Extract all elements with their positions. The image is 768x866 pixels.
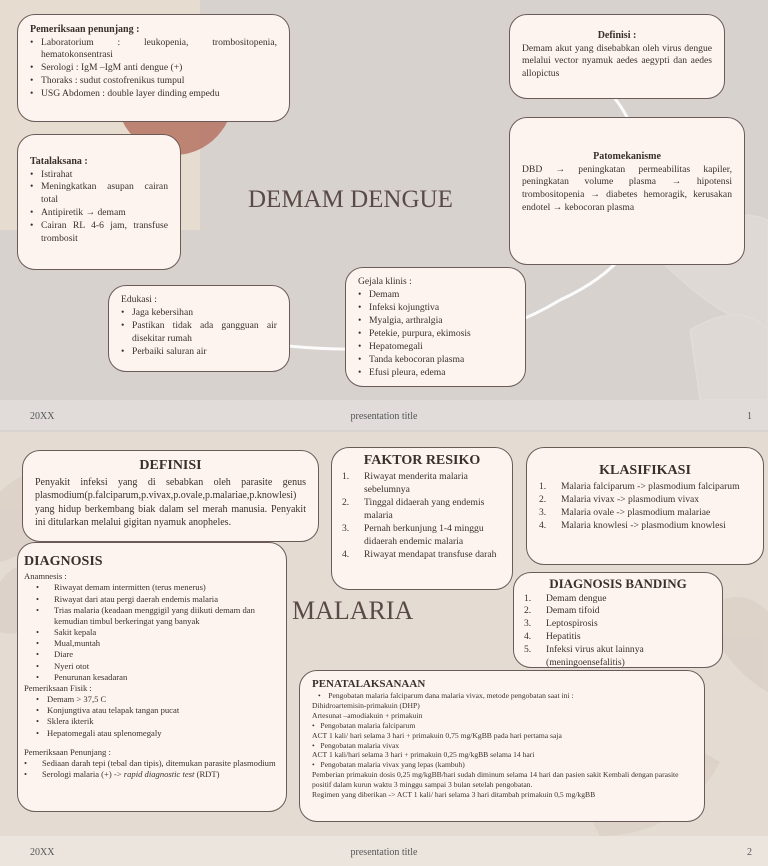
list-item: • Meningkatkan asupan cairan total: [30, 181, 168, 207]
list-item: 1. Riwayat menderita malaria sebelumnya: [342, 470, 468, 495]
list-item: • Jaga kebersihan: [121, 307, 277, 320]
list-item: • Hepatomegali atau splenomegaly: [36, 728, 278, 739]
tatalaksana-card: [17, 134, 181, 270]
slide-footer: [0, 836, 768, 866]
list-item: • Demam: [358, 289, 513, 302]
list-item: • USG Abdomen : double layer dinding empedu: [30, 88, 277, 101]
klasifikasi-list: [539, 481, 751, 533]
footer-year: 20XX: [30, 847, 55, 858]
list-item: • Mual,muntah: [36, 638, 278, 649]
list-item: • Hepatomegali: [358, 341, 513, 354]
list-item: • Sediaan darah tepi (tebal dan tipis), ditemukan parasite plasmodium: [24, 758, 278, 769]
tatalaksana-list: [30, 169, 168, 247]
list-item: 3. Pernah berkunjung 1-4 minggu didaerah endemic malaria: [342, 522, 484, 547]
penatalaksanaan-heading: PENATALAKSANAAN: [312, 678, 426, 690]
penatalaksanaan-line: • Pengobatan malaria falciparum dana malaria vivax, metode pengobatan saat ini :: [318, 691, 574, 701]
edukasi-card: [108, 285, 290, 372]
list-item: • Sakit kepala: [36, 627, 278, 638]
pemeriksaan-fisik-label: Pemeriksaan Fisik :: [24, 682, 92, 693]
definisi-text: Demam akut yang disebabkan oleh virus dengue melalui vector nyamuk aedes aegypti dan aedes allopictus: [522, 42, 712, 80]
diagnosis-heading: DIAGNOSIS: [24, 554, 103, 569]
edukasi-heading: Edukasi :: [121, 294, 157, 305]
list-item: 4. Hepatitis: [524, 631, 581, 643]
list-item: • Riwayat dari atau pergi daerah endemis malaria: [36, 594, 278, 605]
gejala-klinis-card: [345, 267, 526, 387]
list-item: • Istirahat: [30, 169, 168, 182]
definisi-heading: DEFINISI: [139, 458, 202, 473]
anamnesis-label: Anamnesis :: [24, 571, 67, 582]
slide-title: MALARIA: [292, 596, 414, 625]
penatalaksanaan-line: Artesunat –amodiakuin + primakuin: [312, 711, 423, 721]
list-item: 2. Malaria vivax -> plasmodium vivax: [539, 493, 700, 505]
tatalaksana-heading: Tatalaksana :: [30, 156, 88, 167]
pemeriksaan-heading: Pemeriksaan penunjang :: [30, 24, 140, 35]
footer-year: 20XX: [30, 411, 55, 422]
faktor-heading: FAKTOR RESIKO: [363, 453, 481, 468]
gejala-heading: Gejala klinis :: [358, 276, 412, 287]
list-item: • Trias malaria (keadaan menggigil yang diikuti demam dan kemudian timbul berkeringat yang banyak: [36, 605, 278, 627]
anamnesis-list: [24, 582, 278, 683]
list-item: 2. Tinggal didaerah yang endemis malaria: [342, 496, 485, 521]
list-item: 3. Malaria ovale -> plasmodium malariae: [539, 506, 711, 518]
list-item: • Efusi pleura, edema: [358, 367, 513, 380]
list-item: 4. Riwayat mendapat transfuse darah: [342, 548, 497, 560]
list-item: • Infeksi kojungtiva: [358, 302, 513, 315]
pemeriksaan-list: [30, 37, 277, 102]
list-item: • Myalgia, arthralgia: [358, 315, 513, 328]
list-item: • Laboratorium : leukopenia, trombositopenia, hematokonsentrasi: [30, 37, 277, 63]
penatalaksanaan-line: ACT 1 kali/ hari selama 3 hari + primakuin 0,75 mg/KgBB pada hari pertama saja: [312, 730, 562, 740]
edukasi-list: [121, 307, 277, 359]
penatalaksanaan-line: Dihidroartemisin-primakuin (DHP): [312, 701, 420, 711]
patomekanisme-card: [509, 117, 745, 265]
slide-footer: [0, 400, 768, 430]
penatalaksanaan-card: [299, 670, 705, 822]
footer-page-number: 2: [747, 847, 752, 858]
pemeriksaan-penunjang-label: Pemeriksaan Penunjang :: [24, 746, 111, 757]
fisik-list: [24, 694, 278, 739]
list-item: • Perbaiki saluran air: [121, 346, 277, 359]
list-item: 3. Leptospirosis: [524, 618, 598, 630]
definisi-heading: Definisi :: [597, 30, 637, 41]
faktor-resiko-card: [331, 447, 513, 590]
list-item: 5. Infeksi virus akut lainnya (meningoensefalitis): [524, 644, 644, 669]
penatalaksanaan-line: • Pengobatan malaria falciparum: [312, 720, 416, 730]
list-item: • Demam > 37,5 C: [36, 694, 278, 705]
penatalaksanaan-line: • Pengobatan malaria vivax: [312, 740, 400, 750]
list-item: 1. Demam dengue: [524, 592, 607, 604]
list-item: • Riwayat demam intermitten (terus menerus): [36, 582, 278, 593]
footer-title: presentation title: [350, 411, 418, 422]
list-item: • Konjungtiva atau telapak tangan pucat: [36, 705, 278, 716]
list-item: • Penurunan kesadaran: [36, 672, 278, 683]
klasifikasi-heading: KLASIFIKASI: [599, 463, 691, 478]
list-item: 4. Malaria knowlesi -> plasmodium knowlesi: [539, 519, 726, 531]
banding-heading: DIAGNOSIS BANDING: [549, 576, 687, 591]
list-item: • Pastikan tidak ada gangguan air disekitar rumah: [121, 320, 277, 346]
banding-list: [524, 593, 712, 671]
list-item: • Serologi malaria (+) -> rapid diagnostic test (RDT): [24, 769, 278, 780]
slide-malaria: [0, 432, 768, 866]
footer-title: presentation title: [350, 847, 418, 858]
slide-demam-dengue: [0, 0, 768, 430]
list-item: 2. Demam tifoid: [524, 605, 600, 617]
definisi-card: [509, 14, 725, 99]
diagnosis-card: [17, 542, 287, 812]
definisi-card: [22, 450, 319, 542]
penatalaksanaan-line: ACT 1 kali/hari selama 3 hari + primakuin 0,25 mg/kgBB selama 14 hari: [312, 750, 535, 760]
list-item: • Serologi : IgM –IgM anti dengue (+): [30, 62, 277, 75]
list-item: • Nyeri otot: [36, 661, 278, 672]
faktor-list: [342, 471, 502, 562]
list-item: • Sklera ikterik: [36, 716, 278, 727]
patomekanisme-text: DBD → peningkatan permeabilitas kapiler, peningkatan volume plasma → hipotensi trombositopenia → diabetes hemoragik, kerusakan endotel → kebocoran plasma: [522, 163, 732, 214]
list-item: • Tanda kebocoran plasma: [358, 354, 513, 367]
list-item: • Petekie, purpura, ekimosis: [358, 328, 513, 341]
list-item: 1. Malaria falciparum -> plasmodium falciparum: [539, 480, 740, 492]
list-item: • Cairan RL 4-6 jam, transfuse trombosit: [30, 220, 168, 246]
list-item: • Diare: [36, 649, 278, 660]
penatalaksanaan-line: Pemberian primakuin dosis 0,25 mg/kgBB/hari sudah diminum selama 14 hari dan pasien sakit Kembali dengan parasite positif dalam kurun waktu 3 minggu sampai 3 bulan setelah pengobatan.: [312, 770, 679, 790]
patomekanisme-heading: Patomekanisme: [593, 151, 661, 162]
penatalaksanaan-line: • Pengobatan malaria vivax yang lepas (kambuh): [312, 760, 465, 770]
list-item: • Antipiretik → demam: [30, 207, 168, 220]
gejala-list: [358, 289, 513, 380]
penatalaksanaan-line: Regimen yang diberikan -> ACT 1 kali/ hari selama 3 hari ditambah primakuin 0,5 mg/kgBB: [312, 789, 596, 799]
klasifikasi-card: [526, 447, 764, 565]
penunjang-list: [24, 758, 278, 780]
footer-page-number: 1: [747, 411, 752, 422]
diagnosis-banding-card: [513, 572, 723, 668]
definisi-text: Penyakit infeksi yang di sebabkan oleh parasite genus plasmodium(p.falciparum,p.vivax,p.ovale,p.malariae,p.knowlesi) yang hidup berkembang biak dalam sel merah manusia. Penyakit ini ditularkan melalui gigitan nyamuk anopheles.: [35, 476, 306, 529]
pemeriksaan-penunjang-card: [17, 14, 290, 122]
list-item: • Thoraks : sudut costofrenikus tumpul: [30, 75, 277, 88]
slide-title: DEMAM DENGUE: [248, 186, 453, 213]
